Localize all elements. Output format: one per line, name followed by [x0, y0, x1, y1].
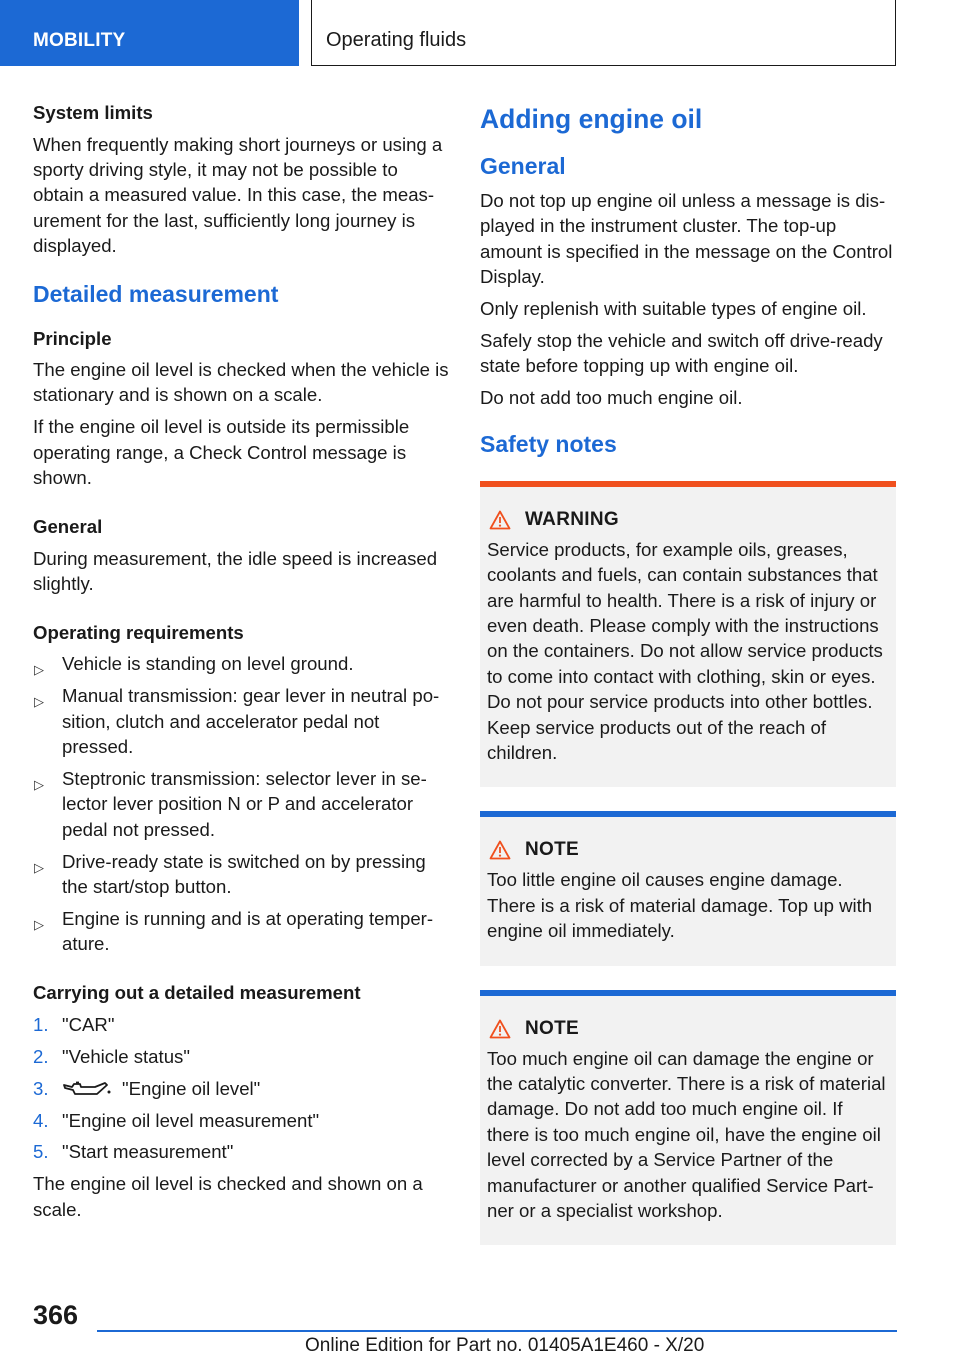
triangle-right-icon: ▷	[34, 917, 44, 933]
note-box	[480, 811, 896, 965]
section-label: MOBILITY	[33, 30, 126, 51]
chapter-label: Operating fluids	[326, 29, 467, 51]
list-item: ▷ Steptronic transmission: selector lever in selector lever position N or P and accelerator pedal not pressed.	[34, 768, 427, 840]
list-item: ▷ Engine is running and is at operating temperature.	[34, 908, 434, 955]
requirements-heading: Operating requirements	[33, 621, 244, 643]
list-item: 1. "CAR"	[33, 1013, 115, 1035]
list-item: ▷ Manual transmission: gear lever in neutral position, clutch and accelerator pedal not pressed.	[34, 685, 440, 758]
oil-can-icon	[62, 1081, 112, 1097]
system-limits-text: When frequently making short journeys or using a sporty driving style, it may not be possible to obtain a measured value. In this case, the measurement for the last, sufficiently long journey is displayed.	[33, 133, 443, 257]
footer-edition: Online Edition for Part no. 01405A1E460 - X/20	[305, 1335, 705, 1356]
list-item: 2. "Vehicle status"	[33, 1045, 190, 1067]
list-item: ▷ Vehicle is standing on level ground.	[33, 651, 451, 676]
left-column	[33, 100, 451, 1229]
warning-text: Service products, for example oils, greases, coolants and fuels, can contain substances that are harmful to health. There is a risk of injury or even death. Please comply with the instructions on the containers. Do not allow service products to come into contact with clothing, skin or eyes. Do not pour service products into other bottles. Keep service products out of the reach of children.	[487, 538, 883, 763]
note-box	[480, 990, 896, 1246]
principle-text-1: The engine oil level is checked when the vehicle is stationary and is shown on a scale.	[33, 359, 449, 406]
triangle-right-icon: ▷	[34, 662, 44, 678]
triangle-right-icon: ▷	[34, 859, 44, 875]
triangle-right-icon: ▷	[34, 777, 44, 792]
system-limits-heading: System limits	[33, 102, 153, 123]
general-heading-right: General	[480, 153, 566, 179]
note-text: Too little engine oil causes engine damage. There is a risk of material damage. Top up with engine oil immediately.	[487, 869, 873, 942]
warning-triangle-icon	[489, 840, 511, 860]
warning-box	[480, 481, 896, 788]
detailed-measurement-heading: Detailed measurement	[33, 280, 279, 307]
requirements-list	[33, 651, 451, 956]
general-text: During measurement, the idle speed is increased slightly.	[33, 547, 438, 594]
principle-heading: Principle	[33, 327, 112, 349]
steps-list	[33, 1012, 451, 1165]
safety-notes-heading: Safety notes	[480, 430, 617, 457]
warning-triangle-icon	[489, 510, 511, 530]
list-item: 4. "Engine oil level measurement"	[33, 1109, 320, 1131]
general-heading: General	[33, 516, 103, 538]
note-title: NOTE	[525, 839, 579, 861]
steps-result-text: The engine oil level is checked and shown on a scale.	[33, 1173, 423, 1220]
adding-engine-oil-heading: Adding engine oil	[480, 104, 703, 134]
list-item: 3. "Engine oil level"	[33, 1077, 261, 1099]
general-text-1: Do not top up engine oil unless a message is displayed in the instrument cluster. The top-up amount is specified in the message on the Control Display.	[480, 190, 893, 288]
steps-heading: Carrying out a detailed measurement	[33, 982, 361, 1004]
page-number: 366	[33, 1300, 79, 1330]
footer-divider	[97, 1330, 897, 1332]
warning-triangle-icon	[489, 1019, 511, 1039]
note-text: Too much engine oil can damage the engine or the catalytic converter. There is a risk of material damage. Do not add too much engine oil. If there is too much engine oil, have the engine oil level corrected by a Service Partner of the manufacturer or another qualified Service Partner or a specialist workshop.	[487, 1047, 886, 1222]
general-text-3: Safely stop the vehicle and switch off drive-ready state before topping up with engine oil.	[480, 330, 883, 377]
list-item: 5. "Start measurement"	[33, 1141, 234, 1163]
warning-title: WARNING	[525, 508, 619, 530]
triangle-right-icon: ▷	[34, 694, 44, 710]
list-item: ▷ Drive-ready state is switched on by pressing the start/stop button.	[34, 850, 426, 898]
right-column	[480, 100, 896, 1257]
chapter-header	[311, 0, 896, 66]
general-text-4: Do not add too much engine oil.	[480, 387, 743, 409]
principle-text-2: If the engine oil level is outside its permissible operating range, a Check Control message is shown.	[33, 416, 410, 489]
general-text-2: Only replenish with suitable types of engine oil.	[480, 298, 867, 320]
note-title: NOTE	[525, 1017, 579, 1039]
section-tab[interactable]	[0, 0, 299, 66]
